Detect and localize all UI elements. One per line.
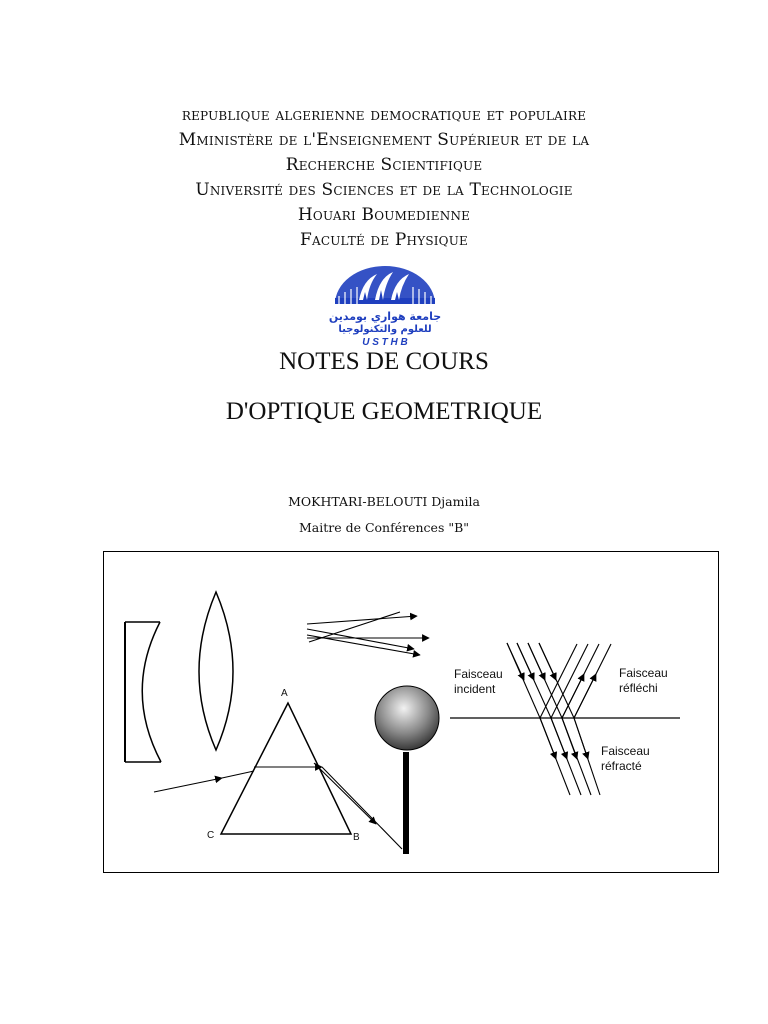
crossing-rays: [307, 612, 429, 655]
header-line-research: Recherche Scientifique: [285, 155, 483, 175]
plano-concave-lens: [125, 622, 161, 762]
optics-illustration-drawing: [104, 552, 720, 874]
usthb-logo-graphic: [329, 262, 441, 348]
usthb-logo: [329, 262, 441, 348]
institution-header: [0, 103, 768, 253]
header-line-faculty: Faculté de Physique: [300, 230, 468, 250]
prism-vertex-b: B: [353, 832, 360, 843]
course-title-line2: D'OPTIQUE GEOMETRIQUE: [225, 398, 543, 425]
header-line-name: Houari Boumedienne: [297, 205, 471, 225]
label-incident-beam: [454, 667, 503, 697]
label-reflected-beam-text: Faisceau réfléchi: [619, 666, 668, 695]
author-name: MOKHTARI-BELOUTI Djamila: [288, 494, 480, 509]
label-refracted-beam: [601, 744, 650, 774]
spherical-object: [375, 686, 439, 854]
header-line-ministry: Mministère de l'Enseignement Supérieur et de la: [178, 130, 590, 150]
biconvex-lens: [199, 592, 233, 750]
label-refracted-beam-text: Faisceau réfracté: [601, 744, 650, 773]
label-reflected-beam: [619, 666, 668, 696]
logo-acronym: U S T H B: [362, 337, 408, 348]
header-line-republic: republique algerienne democratique et populaire: [181, 105, 587, 125]
prism-vertex-c: C: [207, 830, 215, 841]
header-line-university: Université des Sciences et de la Technologie: [195, 180, 573, 200]
optics-illustration: [103, 551, 719, 873]
logo-arabic-line2: للعلوم والتكنولوجيا: [338, 324, 432, 335]
author-rank: Maitre de Conférences "B": [298, 520, 470, 535]
prism: [154, 703, 402, 849]
logo-arabic-line1: جامعة هواري بومدين: [329, 310, 441, 323]
course-title-line1: NOTES DE COURS: [279, 348, 489, 375]
prism-vertex-a: A: [281, 688, 288, 699]
label-incident-beam-text: Faisceau incident: [454, 667, 503, 696]
